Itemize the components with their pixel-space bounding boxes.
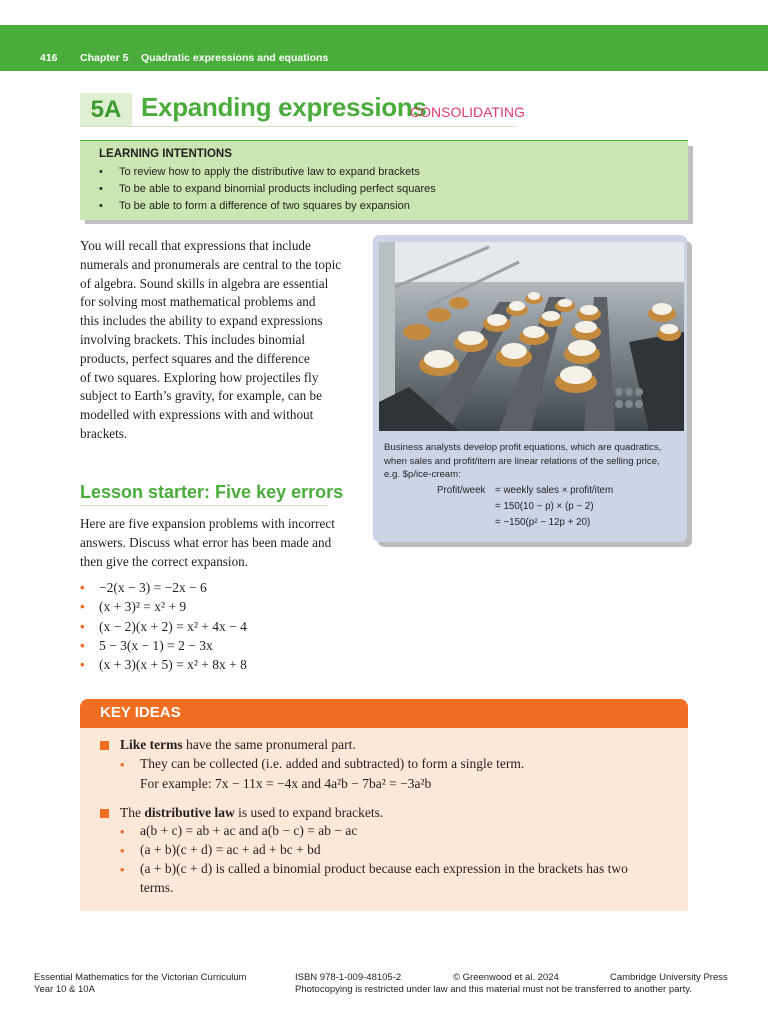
key-idea-bullet: [100, 809, 109, 818]
key-ideas-heading: KEY IDEAS: [100, 704, 181, 721]
caption-line: e.g. $p/ice-cream:: [384, 469, 461, 480]
key-idea-text: is used to expand brackets.: [234, 805, 384, 820]
caption-line: when sales and profit/item are linear relations of the selling price,: [384, 455, 660, 467]
key-idea-subpoint: a(b + c) = ab + ac and a(b − c) = ab − ac: [140, 823, 358, 838]
intro-paragraph: [80, 237, 370, 444]
lesson-starter-line: then give the correct expansion.: [80, 554, 249, 569]
learning-intentions-heading: LEARNING INTENTIONS: [99, 148, 232, 160]
section-level-label: CONSOLIDATING: [410, 104, 525, 120]
error-expression: (x + 3)(x + 5) = x² + 8x + 8: [99, 657, 247, 672]
key-idea-text: The: [120, 805, 145, 820]
error-item: • (x − 2)(x + 2) = x² + 4x − 4: [80, 619, 247, 634]
page-number: 416: [40, 52, 58, 64]
key-idea-like-terms: [120, 737, 356, 753]
example-expression: 7x − 11x = −4x and 4a²b − 7ba² = −3a²b: [214, 776, 432, 791]
intro-line: brackets.: [80, 425, 128, 441]
footer-notice: Photocopying is restricted under law and this material must not be transferred to another party.: [295, 984, 692, 995]
learning-intention-text: To be able to expand binomial products including perfect squares: [119, 183, 436, 195]
error-expression: (x − 2)(x + 2) = x² + 4x − 4: [99, 619, 247, 634]
key-term: distributive law: [144, 805, 235, 820]
chapter-label: Chapter 5: [80, 52, 129, 64]
chapter-title: Quadratic expressions and equations: [141, 52, 329, 64]
learning-intentions-box: [80, 140, 688, 220]
key-idea-bullet: [100, 741, 109, 750]
example-prefix: For example:: [140, 776, 215, 791]
key-idea-distributive: [120, 805, 383, 821]
error-item: • −2(x − 3) = −2x − 6: [80, 580, 207, 595]
learning-intention-text: To be able to form a difference of two squares by expansion: [119, 200, 410, 212]
key-term: Like terms: [120, 737, 183, 752]
key-idea-subpoint-cont: terms.: [140, 880, 174, 895]
intro-line: products, perfect squares and the difference: [80, 350, 310, 366]
page-header-bar: [0, 25, 768, 71]
error-expression: −2(x − 3) = −2x − 6: [99, 580, 207, 595]
intro-line: for solving most mathematical problems and: [80, 294, 316, 310]
key-idea-subpoint: (a + b)(c + d) is called a binomial product because each expression in the brackets has two: [140, 861, 628, 876]
learning-intention-item: • To be able to form a difference of two squares by expansion: [99, 200, 410, 212]
equation-row: = −150(p² − 12p + 20): [495, 517, 591, 528]
key-idea-example: [140, 776, 431, 792]
footer-book-title: Essential Mathematics for the Victorian Curriculum: [34, 972, 247, 983]
sub-bullet: •: [120, 843, 125, 858]
error-item: • (x + 3)(x + 5) = x² + 8x + 8: [80, 657, 247, 672]
lesson-starter-divider: [80, 505, 328, 506]
intro-line: modelled with expressions with and without: [80, 407, 314, 423]
section-tag: 5A: [80, 93, 132, 126]
photo-caption: [384, 441, 661, 482]
lesson-starter-text: [80, 514, 370, 571]
footer-isbn: ISBN 978-1-009-48105-2: [295, 972, 402, 983]
photo-panel: [373, 235, 687, 542]
equation-row: = 150(10 − p) × (p − 2): [495, 501, 594, 512]
error-expression: 5 − 3(x − 1) = 2 − 3x: [99, 638, 213, 653]
learning-intention-text: To review how to apply the distributive law to expand brackets: [119, 166, 420, 178]
intro-line: of two squares. Exploring how projectiles fly: [80, 369, 319, 385]
lesson-starter-line: answers. Discuss what error has been made and: [80, 535, 332, 550]
intro-line: subject to Earth’s gravity, for example, can be: [80, 388, 322, 404]
footer-publisher: Cambridge University Press: [610, 972, 728, 983]
intro-line: of algebra. Sound skills in algebra are essential: [80, 275, 329, 291]
error-expression: (x + 3)² = x² + 9: [99, 599, 187, 614]
sub-bullet: •: [120, 862, 125, 877]
lesson-starter-line: Here are five expansion problems with incorrect: [80, 516, 335, 531]
error-item: • 5 − 3(x − 1) = 2 − 3x: [80, 638, 213, 653]
equation-lhs: Profit/week: [437, 485, 486, 496]
caption-line: Business analysts develop profit equations, which are quadratics,: [384, 442, 662, 453]
key-idea-text: have the same pronumeral part.: [182, 737, 356, 752]
ice-cream-factory-photo: [379, 242, 684, 431]
key-ideas-header: [80, 699, 688, 728]
footer-copyright: © Greenwood et al. 2024: [453, 972, 559, 983]
learning-intention-item: • To be able to expand binomial products including perfect squares: [99, 183, 436, 195]
intro-line: numerals and pronumerals are central to the topic: [80, 256, 342, 272]
intro-line: this includes the ability to expand expressions: [80, 313, 323, 329]
key-idea-subpoint: (a + b)(c + d) = ac + ad + bc + bd: [140, 842, 321, 857]
key-ideas-box: [80, 728, 688, 911]
lesson-starter-title: Lesson starter: Five key errors: [80, 482, 344, 502]
equation-row: = weekly sales × profit/item: [495, 485, 614, 496]
footer-book-year: Year 10 & 10A: [34, 984, 95, 995]
intro-line: involving brackets. This includes binomial: [80, 331, 306, 347]
key-idea-subpoint: They can be collected (i.e. added and subtracted) to form a single term.: [140, 756, 525, 771]
error-item: • (x + 3)² = x² + 9: [80, 599, 187, 614]
sub-bullet: •: [120, 824, 125, 839]
learning-intention-item: • To review how to apply the distributive law to expand brackets: [99, 166, 420, 178]
sub-bullet: •: [120, 757, 125, 772]
intro-line: You will recall that expressions that include: [80, 238, 311, 253]
section-title: Expanding expressions: [141, 92, 427, 122]
title-divider: [80, 126, 516, 127]
